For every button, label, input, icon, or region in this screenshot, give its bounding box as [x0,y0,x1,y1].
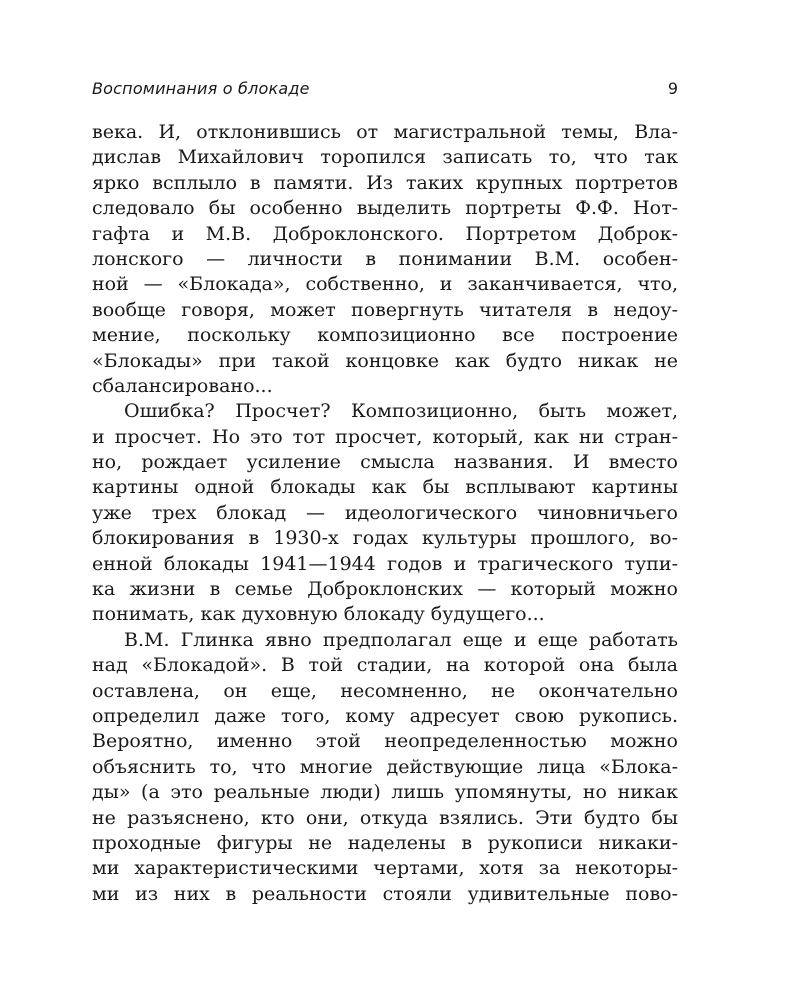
running-title: Воспоминания о блокаде [92,79,310,98]
text-line: объяснить то, что многие действующие лица «Блока- [92,755,678,778]
body-text [92,120,678,907]
text-line: В.М. Глинка явно предполагал еще и еще работать [124,628,678,651]
text-line: ми из них в реальности стояли удивительные пово- [92,882,678,905]
text-line: сбалансировано... [92,374,273,397]
text-line: блокирования в 1930-х годах культуры прошлого, во- [92,527,678,550]
text-line: над «Блокадой». В той стадии, на которой она была [92,654,678,677]
text-line: определил даже того, кому адресует свою рукопись. [92,704,678,727]
text-line: Ошибка? Просчет? Композиционно, быть может, [124,400,678,423]
page-number: 9 [667,79,678,98]
text-line: мение, поскольку композиционно все построение [92,324,678,347]
text-line: понимать, как духовную блокаду будущего... [92,603,545,626]
text-line: следовало бы особенно выделить портреты Ф.Ф. Нот- [92,197,678,220]
text-line: «Блокады» при такой концовке как будто никак не [92,349,678,372]
text-line: ярко всплыло в памяти. Из таких крупных портретов [92,171,678,194]
text-line: дислав Михайлович торопился записать то, что так [92,146,678,169]
text-line: и просчет. Но это тот просчет, который, как ни стран- [92,425,678,448]
text-line: гафта и М.В. Доброклонского. Портретом Доброк- [92,222,678,245]
text-line: вообще говоря, может повергнуть читателя в недоу- [92,298,678,321]
text-line: ка жизни в семье Доброклонских — который можно [92,578,678,601]
text-line: уже трех блокад — идеологического чиновничьего [92,501,678,524]
text-line: картины одной блокады как бы всплывают картины [92,476,678,499]
text-line: лонского — личности в понимании В.М. особен- [92,247,678,270]
text-line: проходные фигуры не наделены в рукописи никаки- [92,831,678,854]
text-line: ной — «Блокада», собственно, и заканчивается, что, [92,273,678,296]
text-line: енной блокады 1941—1944 годов и трагического тупи- [92,552,678,575]
running-header [92,78,678,100]
text-line: Вероятно, именно этой неопределенностью можно [92,730,678,753]
text-line: оставлена, он еще, несомненно, не окончательно [92,679,678,702]
text-line: но, рождает усиление смысла названия. И вместо [92,451,678,474]
text-line: века. И, отклонившись от магистральной темы, Вла- [92,121,678,143]
text-line: ми характеристическими чертами, хотя за некоторы- [92,857,678,880]
text-line: ды» (а это реальные люди) лишь упомянуты, но никак [92,781,678,804]
text-line: не разъяснено, кто они, откуда взялись. Эти будто бы [92,806,678,829]
